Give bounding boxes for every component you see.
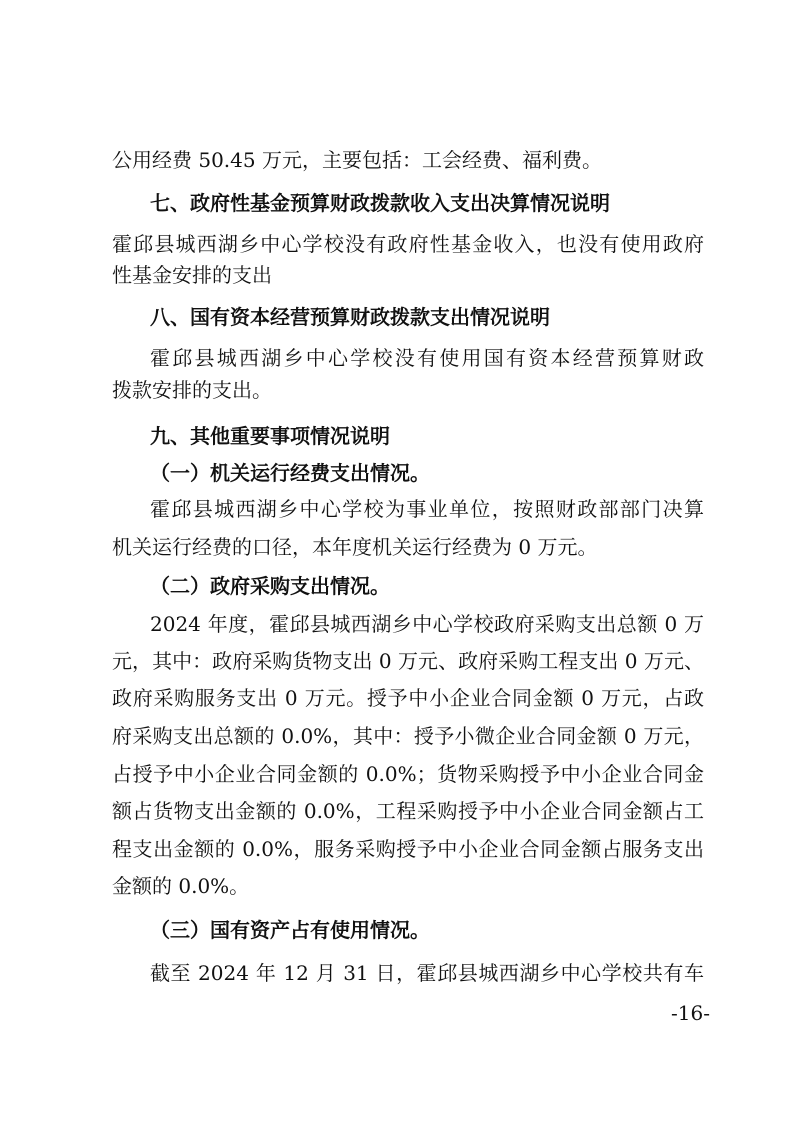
page-number: -16- bbox=[671, 1001, 710, 1025]
section-heading-7: 七、政府性基金预算财政拨款收入支出决算情况说明 bbox=[150, 191, 610, 215]
body-line: 机关运行经费的口径，本年度机关运行经费为 0 万元。 bbox=[112, 535, 598, 559]
body-line: 霍邱县城西湖乡中心学校没有使用国有资本经营预算财政 bbox=[150, 346, 704, 370]
body-line: 截至 2024 年 12 月 31 日，霍邱县城西湖乡中心学校共有车 bbox=[150, 961, 704, 985]
body-line: 金额的 0.0%。 bbox=[112, 874, 250, 898]
body-line: 政府采购服务支出 0 万元。授予中小企业合同金额 0 万元，占政 bbox=[112, 686, 704, 710]
body-line: 程支出金额的 0.0%，服务采购授予中小企业合同金额占服务支出 bbox=[112, 837, 704, 861]
body-line: 额占货物支出金额的 0.0%，工程采购授予中小企业合同金额占工 bbox=[112, 799, 704, 823]
body-line: 府采购支出总额的 0.0%，其中：授予小微企业合同金额 0 万元， bbox=[112, 724, 704, 748]
body-line: 元，其中：政府采购货物支出 0 万元、政府采购工程支出 0 万元、 bbox=[112, 649, 704, 673]
body-line: 霍邱县城西湖乡中心学校为事业单位，按照财政部部门决算 bbox=[150, 497, 704, 521]
subsection-heading-2: （二）政府采购支出情况。 bbox=[150, 574, 390, 598]
body-line: 公用经费 50.45 万元，主要包括：工会经费、福利费。 bbox=[112, 148, 602, 172]
body-line: 拨款安排的支出。 bbox=[112, 378, 272, 402]
subsection-heading-1: （一）机关运行经费支出情况。 bbox=[150, 461, 430, 485]
body-line: 性基金安排的支出 bbox=[112, 263, 272, 287]
subsection-heading-3: （三）国有资产占有使用情况。 bbox=[150, 918, 430, 942]
section-heading-9: 九、其他重要事项情况说明 bbox=[150, 424, 390, 448]
body-line: 2024 年度，霍邱县城西湖乡中心学校政府采购支出总额 0 万 bbox=[150, 612, 704, 636]
section-heading-8: 八、国有资本经营预算财政拨款支出情况说明 bbox=[150, 305, 550, 329]
body-line: 占授予中小企业合同金额的 0.0%；货物采购授予中小企业合同金 bbox=[112, 762, 704, 786]
body-line: 霍邱县城西湖乡中心学校没有政府性基金收入，也没有使用政府 bbox=[112, 232, 704, 256]
